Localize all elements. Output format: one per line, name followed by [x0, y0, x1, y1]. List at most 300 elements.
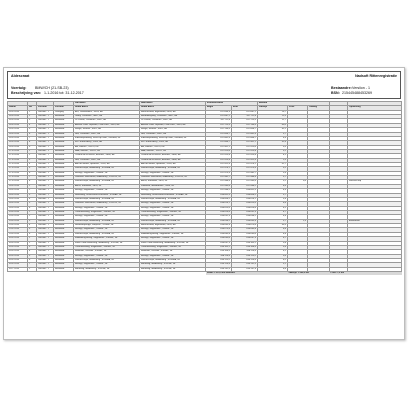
table-cell: 1	[28, 110, 37, 114]
table-cell: 188.114,6	[232, 250, 258, 254]
table-cell: 3	[28, 245, 37, 249]
table-cell: 28-6-2016	[8, 206, 28, 210]
table-cell: 188.090,6	[232, 232, 258, 236]
period-value: 1-1-2016 tot: 31-12-2017	[44, 91, 84, 95]
table-cell: 27-6-2016	[8, 154, 28, 158]
table-cell: Walenscheplf, Middelburg , 4335MA, NL	[74, 197, 140, 201]
trip-rows	[8, 110, 402, 271]
table-cell: 187.998,2	[206, 189, 232, 193]
table-cell: 1	[28, 149, 37, 153]
table-cell: Oosthavenweg, Snijpmame , 4384BL, NL	[74, 245, 140, 249]
table-cell: 187.858,7	[232, 128, 258, 132]
table-cell: 19,7	[258, 110, 288, 114]
table-cell: 5,8	[258, 241, 288, 245]
table-cell: Kleen Oude Havenstrg, Middelburg , 4331HP, NL	[140, 241, 206, 245]
table-cell: 29-6-2016	[8, 215, 28, 219]
table-cell: Versiion - 1	[37, 219, 54, 223]
table-cell: 2,3	[288, 219, 308, 223]
table-cell: Versiion - 1	[37, 241, 54, 245]
table-cell: Le Lienne, Chaumon , 4887, BE	[74, 119, 140, 123]
table-cell: 26-6-2016	[8, 119, 28, 123]
table-cell: 27-6-2016	[8, 149, 28, 153]
col-trip: Rit	[28, 106, 37, 110]
col-person: Persoon	[37, 106, 54, 110]
table-cell: Versiion - 1	[37, 184, 54, 188]
table-cell: 188.079,4	[206, 228, 232, 232]
table-cell: 188.008,2	[232, 193, 258, 197]
table-cell: 32,4	[258, 141, 288, 145]
table-cell: 5,9	[258, 197, 288, 201]
table-cell: 0,6	[288, 180, 308, 184]
table-cell: Bahnweg, Middelburg , 4332HP, NL	[74, 267, 140, 271]
table-cell: Zadloorin, Mekdomaan , 4340, NL	[140, 184, 206, 188]
table-cell: Vestiging	[54, 110, 74, 114]
table-cell: Mt. Lauwersberg , 4993, BE	[74, 141, 140, 145]
table-cell: 6,4	[258, 267, 288, 271]
table-cell: 187.993,6	[206, 184, 232, 188]
table-cell: 188.120,2	[206, 258, 232, 262]
table-cell: 8	[28, 180, 37, 184]
table-cell: A/S, Teuwenderis , 4993, BE	[74, 110, 140, 114]
table-cell: 187.711,8	[232, 115, 258, 119]
table-cell: bouwmarkt	[348, 219, 402, 223]
table-cell: Bestaand	[54, 189, 74, 193]
table-cell: Versiion - 1	[37, 250, 54, 254]
table-cell: Bestaand	[54, 263, 74, 267]
table-cell: 2	[28, 241, 37, 245]
table-cell: 5,4	[258, 245, 288, 249]
table-cell: Wacleuf aap	[348, 180, 402, 184]
table-cell: 188.108,5	[206, 250, 232, 254]
vehicle-label: Voertuig:	[11, 86, 27, 90]
table-cell: Bestrijp, Snijpmame , 4384BL, NL	[74, 206, 140, 210]
table-cell: 43,0	[258, 123, 288, 127]
report-header	[7, 71, 401, 99]
table-cell: 187.922,4	[232, 158, 258, 162]
table-cell: 4,8	[258, 232, 288, 236]
table-cell: Versiion - 1	[37, 202, 54, 206]
table-cell: 5	[28, 254, 37, 258]
table-cell: 187.998,2	[232, 184, 258, 188]
table-cell: 6,2	[258, 258, 288, 262]
table-cell: Bestaand	[54, 215, 74, 219]
table-cell: Bestaand	[54, 197, 74, 201]
table-cell: Alk, Haaren , 52870, DE	[140, 145, 206, 149]
table-cell: Alte de Natuur, Spriment , 4140, BE	[140, 163, 206, 167]
table-cell: Versiion - 1	[37, 267, 54, 271]
table-cell: 188.031,3	[232, 210, 258, 214]
table-cell: Bestaand	[54, 250, 74, 254]
table-cell: 26-6-2016	[8, 136, 28, 140]
table-cell: 26-6-2016	[8, 123, 28, 127]
table-cell: 187.723,5	[232, 119, 258, 123]
table-cell: 9	[28, 145, 37, 149]
table-cell: 5	[28, 128, 37, 132]
table-cell: Versiion - 1	[37, 115, 54, 119]
table-cell: Versiion - 1	[37, 123, 54, 127]
table-cell: Versiion - 1	[37, 128, 54, 132]
col-person-type: Persoon	[54, 106, 74, 110]
table-cell: 188.085,8	[232, 228, 258, 232]
table-cell: 6,9	[258, 215, 288, 219]
table-cell: 187.868,7	[206, 141, 232, 145]
table-cell: 6,1	[258, 206, 288, 210]
table-cell: 7	[28, 136, 37, 140]
table-cell: 11,7	[258, 119, 288, 123]
table-cell: 27-6-2016	[8, 167, 28, 171]
table-cell: 187.988,4	[232, 176, 258, 180]
table-cell: NIB, Chaumon , 4887, BE	[74, 132, 140, 136]
table-cell: Bestaand	[54, 128, 74, 132]
table-cell: Bestaand	[54, 154, 74, 158]
report-title: Nadsoft Rittenregistratie	[355, 74, 397, 78]
table-cell: Versiion - 1	[37, 210, 54, 214]
table-cell: Versiion - 1	[37, 224, 54, 228]
table-cell: 30-6-2016	[8, 245, 28, 249]
totals-row	[8, 272, 402, 276]
table-cell: Chemin de la Hesse, Bevenel , 4888, BE	[140, 154, 206, 158]
table-cell: 187.766,5	[232, 123, 258, 127]
table-cell: Versiion - 1	[37, 163, 54, 167]
table-cell: Bestaand	[54, 258, 74, 262]
col-business: Zakelijk	[258, 106, 288, 110]
table-cell: 188.137,9	[232, 267, 258, 271]
table-cell: Mt. Lauwersberg , 4993, BE	[140, 141, 206, 145]
table-cell: Bestrijp, Snijpmame , 4384BL, NL	[140, 237, 206, 241]
table-cell: 27-6-2016	[8, 171, 28, 175]
table-cell: Oosthavenweg, Snijpmame , 4384BL, NL	[140, 245, 206, 249]
table-cell: Bestaand	[54, 210, 74, 214]
vehicle-value: BMW/CH (21-SB-23)	[35, 86, 69, 90]
table-cell: Dorbatse Jamestraat, Middelburg , 4332CE, NL	[140, 176, 206, 180]
table-cell: 188.103,1	[206, 245, 232, 249]
table-cell: Versiion - 1	[37, 136, 54, 140]
table-cell: Bestrijp, Snijpmame , 4384BL, NL	[140, 202, 206, 206]
table-cell: Versiion - 1	[37, 132, 54, 136]
table-cell: 4,7	[258, 210, 288, 214]
table-cell: 2	[28, 215, 37, 219]
table-cell: Bestaand	[54, 245, 74, 249]
table-cell: 6	[28, 232, 37, 236]
table-cell: 188.026,6	[206, 210, 232, 214]
table-cell: Helmetaapsepje, Simpson , 1154HP, NL	[74, 224, 140, 228]
table-cell: 188.014,1	[206, 202, 232, 206]
table-cell: Versiion - 1	[37, 158, 54, 162]
table-cell: 29-6-2016	[8, 228, 28, 232]
table-cell: 28-6-2016	[8, 197, 28, 201]
table-cell: 187.901,1	[206, 145, 232, 149]
table-cell: 30-6-2016	[8, 250, 28, 254]
table-cell: 7	[28, 176, 37, 180]
table-cell: 3,7	[258, 132, 288, 136]
table-cell: 188.020,5	[206, 206, 232, 210]
table-cell: 4,1	[258, 154, 288, 158]
table-cell: Rouge, Slouron , 4801, BE	[140, 128, 206, 132]
table-cell: 187.915,8	[232, 149, 258, 153]
table-cell: Bestaand	[54, 202, 74, 206]
table-cell: Bestaand	[54, 237, 74, 241]
table-cell: 5,7	[258, 193, 288, 197]
table-cell: 3,4	[258, 171, 288, 175]
table-cell: 28-6-2016	[8, 184, 28, 188]
table-cell: 4,3	[258, 189, 288, 193]
table-cell: 187.711,8	[206, 119, 232, 123]
table-cell: Bernnerstord, Blgenaarte, 4993, BE	[140, 110, 206, 114]
col-to-address: Straat Adres	[140, 106, 206, 110]
table-cell: 187.919,9	[232, 154, 258, 158]
table-cell: 6,4	[258, 202, 288, 206]
table-cell: 28-6-2016	[8, 193, 28, 197]
table-cell: Le Lienne, Chaumon , 4887, BE	[140, 119, 206, 123]
col-begin: Begin	[206, 106, 232, 110]
table-cell: Chemin de la Hesse, Bevenel , 4888, BE	[140, 158, 206, 162]
table-cell: 30-6-2016	[8, 241, 28, 245]
table-cell: Versiion - 1	[37, 149, 54, 153]
table-cell: Hoornweg, Serviceland Kerkheem , 4334AK, NL	[140, 193, 206, 197]
table-cell: Bestrijp, Snijpmame , 4384BL, NL	[140, 189, 206, 193]
table-cell: 187.862,4	[232, 132, 258, 136]
table-cell: Versiion - 1	[37, 206, 54, 210]
table-cell: 1	[28, 210, 37, 214]
table-cell: 26-6-2016	[8, 132, 28, 136]
table-cell: 1	[28, 267, 37, 271]
group-odometer: Kilometerstand	[206, 102, 258, 106]
table-cell: Bestrijp, Snijpmame , 4384BL, NL	[140, 254, 206, 258]
table-cell: 5	[28, 228, 37, 232]
bsn-value: 215445488453269	[342, 91, 372, 95]
col-private: Privé	[288, 106, 308, 110]
table-cell: Dorbatse Jamestraat, Middelburg , 4332CE, NL	[74, 202, 140, 206]
table-cell: Oosthavenweg, Snijpmame , 4384BL, NL	[140, 210, 206, 214]
table-cell: Bestrijp, Snijpmame , 4384BL, NL	[74, 228, 140, 232]
table-cell: 30-6-2016	[8, 263, 28, 267]
table-cell: 188.126,4	[232, 258, 258, 262]
table-cell: Industrieparkweg, Schor op Sout , 4909HH, NL	[140, 136, 206, 140]
table-cell: Guthy, Chaumon , 4887, BE	[74, 115, 140, 119]
table-cell: Beemtbergweg, Chaumon , 4887, BE	[140, 115, 206, 119]
table-cell: Avenue Louis Lepoutre, Pole-Pons , 4933, BE	[140, 123, 206, 127]
table-cell: Bestrijp, Snijpmame , 4384BL, NL	[74, 263, 140, 267]
table-cell: Bestaand	[54, 180, 74, 184]
table-cell: 188.008,2	[206, 197, 232, 201]
table-cell: 4	[28, 123, 37, 127]
table-cell: 8	[28, 141, 37, 145]
table-cell: Versiion - 1	[37, 258, 54, 262]
table-cell: 188.038,2	[206, 219, 232, 223]
table-cell: 4,6	[258, 184, 288, 188]
table-cell: 187.766,5	[206, 128, 232, 132]
table-cell: 187.868,7	[232, 136, 258, 140]
group-distance: Afstand	[258, 102, 330, 106]
table-cell: 188.043,9	[206, 224, 232, 228]
table-cell: Bestaand	[54, 224, 74, 228]
table-cell: Walenscheplf, Middelburg , 4335MA, NL	[140, 258, 206, 262]
report-page	[3, 67, 405, 340]
table-cell: Bestrijp, Snijpmame , 4384BL, NL	[74, 254, 140, 258]
table-cell: Bestaand	[54, 132, 74, 136]
col-from-address: Straat Adres	[74, 106, 140, 110]
table-cell: 188.131,5	[206, 267, 232, 271]
table-cell: Middelburgseweg, Snijpmame , 4384BL, NL	[140, 232, 206, 236]
table-cell: Versiion - 1	[37, 197, 54, 201]
col-detour: Omweg	[308, 106, 330, 110]
table-cell: Versiion - 1	[37, 232, 54, 236]
table-cell: 7	[28, 263, 37, 267]
table-cell: Chemin de la Hesse, Bevenel , 4888, BE	[74, 154, 140, 158]
table-cell: Bestaand	[54, 219, 74, 223]
table-cell: 27-6-2016	[8, 176, 28, 180]
table-cell: 187.988,4	[206, 180, 232, 184]
table-cell: Bestrijp, Snijpmame , 4384BL, NL	[140, 215, 206, 219]
table-cell: 188.043,9	[232, 219, 258, 223]
version-value: Versiion - 1	[352, 86, 370, 90]
table-cell: Bahnweg, Middelburg , 4332HP, NL	[140, 267, 206, 271]
table-cell: Bestaand	[54, 228, 74, 232]
col-end: Eind	[232, 106, 258, 110]
table-cell: 187.644,3	[206, 110, 232, 114]
table-cell: Alk, Haaren , 52870, DE	[74, 145, 140, 149]
table-cell: Bestaand	[54, 141, 74, 145]
table-cell: Bernnerstord, Blgenaarte, 4993, BE	[140, 224, 206, 228]
table-cell: 5,1	[258, 263, 288, 267]
group-to: Naar Adres	[140, 102, 206, 106]
table-cell: 6,4	[258, 228, 288, 232]
table-cell: 4	[28, 163, 37, 167]
table-cell: 188.090,6	[206, 237, 232, 241]
table-cell: Middelburgseweg, Snijpmame , 4384BL, NL	[74, 237, 140, 241]
table-cell: 35,5	[258, 224, 288, 228]
table-cell: Versiion - 1	[37, 171, 54, 175]
table-cell: 30-7-2016	[8, 267, 28, 271]
table-cell: 26-6-2016	[8, 128, 28, 132]
table-cell: 5,2	[258, 149, 288, 153]
table-cell: Bestaand	[54, 232, 74, 236]
table-cell: Bestaand	[54, 184, 74, 188]
table-cell: 188.120,2	[232, 254, 258, 258]
table-cell: Walenscheplf, Middelburg , 4335MA, NL	[74, 232, 140, 236]
table-cell: 187.982,7	[232, 171, 258, 175]
total-business: Zakelijk: 1.208,0 km	[288, 272, 330, 276]
table-cell: Bestaand	[54, 254, 74, 258]
table-cell: 3	[28, 193, 37, 197]
table-cell: 188.020,5	[232, 202, 258, 206]
table-cell: 187.862,4	[206, 136, 232, 140]
table-cell: Versiion - 1	[37, 215, 54, 219]
group-from: Van Adres	[74, 102, 140, 106]
table-cell: Versiion - 1	[37, 254, 54, 258]
table-cell: BAB, Maarsh , 52870, DE	[74, 149, 140, 153]
table-cell: Avenue Louis Lepoutre, Pole-Pons , 4933, BE	[74, 123, 140, 127]
table-cell: 51,7	[258, 163, 288, 167]
table-cell: 187.901,1	[232, 141, 258, 145]
table-cell: Walenscheplf, Middelburg , 4335MA, NL	[140, 167, 206, 171]
table-cell: 188.026,6	[232, 206, 258, 210]
table-cell: 187.915,8	[206, 154, 232, 158]
table-cell: Dorbatse Jamestraat, Middelburg , 4332CE, NL	[74, 176, 140, 180]
table-cell: Bestaand	[54, 167, 74, 171]
table-cell: 26-6-2016	[8, 145, 28, 149]
table-cell: 26-6-2016	[8, 115, 28, 119]
table-cell: 187.979,3	[206, 171, 232, 175]
table-cell: 6	[28, 132, 37, 136]
table-cell: 188.038,2	[232, 215, 258, 219]
table-cell: 5,6	[258, 254, 288, 258]
table-cell: Versiion - 1	[37, 245, 54, 249]
table-cell: Bestaand	[54, 119, 74, 123]
table-cell: 2,5	[258, 158, 288, 162]
table-cell: 188.085,8	[206, 232, 232, 236]
table-cell: 27-6-2016	[8, 163, 28, 167]
table-cell: 30-6-2016	[8, 237, 28, 241]
table-cell: 5	[28, 167, 37, 171]
table-cell: 26-6-2016	[8, 141, 28, 145]
table-cell: 2	[28, 189, 37, 193]
table-cell: NIB, Chaumon , 4887, BE	[140, 132, 206, 136]
table-cell: Alte de Natuur, Spriment , 4140, BE	[74, 163, 140, 167]
version-label: Bestaandre:	[331, 86, 352, 90]
table-cell: 187.982,7	[206, 176, 232, 180]
table-cell: BAB, Maarsh , 52870, DE	[140, 149, 206, 153]
table-cell: 3	[28, 119, 37, 123]
total-km: Totaal: 1.210,0 km waarvan:	[206, 272, 288, 276]
col-date: Datum	[8, 106, 28, 110]
table-cell: Versiion - 1	[37, 237, 54, 241]
table-cell: 187.919,9	[206, 158, 232, 162]
table-cell: Versiion - 1	[37, 176, 54, 180]
table-cell: 187.974,1	[206, 167, 232, 171]
table-cell: 187.993,6	[232, 180, 258, 184]
table-cell: Bestaand	[54, 206, 74, 210]
table-cell: Bestaand	[54, 163, 74, 167]
table-cell: Walenscheplf, Middelburg , 4335MA, NL	[140, 219, 206, 223]
table-cell: Versiion - 1	[37, 119, 54, 123]
table-cell: Rouge, Slouron , 4801, BE	[74, 128, 140, 132]
table-cell: 30-6-2016	[8, 254, 28, 258]
table-cell: 188.031,3	[206, 215, 232, 219]
table-cell: Industrieparkweg, Schor op Sout , 4909HH, NL	[74, 136, 140, 140]
table-cell: 2	[28, 154, 37, 158]
table-cell: Walenscheplf, Middelburg , 4335MA, NL	[74, 219, 140, 223]
client-name: Aldescraat	[11, 74, 30, 78]
table-cell: 187.979,3	[232, 167, 258, 171]
table-cell: 12,5	[258, 115, 288, 119]
table-cell: Versiion - 1	[37, 167, 54, 171]
table-cell: Bestaand	[54, 193, 74, 197]
table-cell: 188.097,3	[206, 241, 232, 245]
table-cell: 29-6-2016	[8, 224, 28, 228]
table-cell: 92,2	[258, 128, 288, 132]
table-cell: 5,2	[258, 167, 288, 171]
table-cell: Oosthavenweg, Snijpmame , 4384BL, NL	[74, 210, 140, 214]
table-cell: Bestrijp, Snijpmame , 4384BL, NL	[74, 189, 140, 193]
table-cell: 29-6-2016	[8, 232, 28, 236]
table-cell: Versiion - 1	[37, 189, 54, 193]
table-cell: 1	[28, 184, 37, 188]
table-cell: 26-6-2016	[8, 110, 28, 114]
table-cell: Bestrijp, Snijpmame , 4384BL, NL	[140, 228, 206, 232]
table-cell: 188.097,3	[232, 237, 258, 241]
table-cell: Bestrijp, Snijpmame , 4384BL, NL	[74, 171, 140, 175]
trip-table	[7, 101, 402, 275]
table-cell: Walenscheplf, Middelburg , 4335MA, NL	[140, 197, 206, 201]
table-cell: 27-6-2016	[8, 180, 28, 184]
table-cell: 187.687,2	[232, 110, 258, 114]
table-cell: Bestaand	[54, 115, 74, 119]
table-cell: 9,5	[258, 145, 288, 149]
table-cell: Bestrijp, Snijpmame , 4384BL, NL	[140, 206, 206, 210]
table-cell: Bestaand	[54, 176, 74, 180]
table-cell: Versiion - 1	[37, 110, 54, 114]
